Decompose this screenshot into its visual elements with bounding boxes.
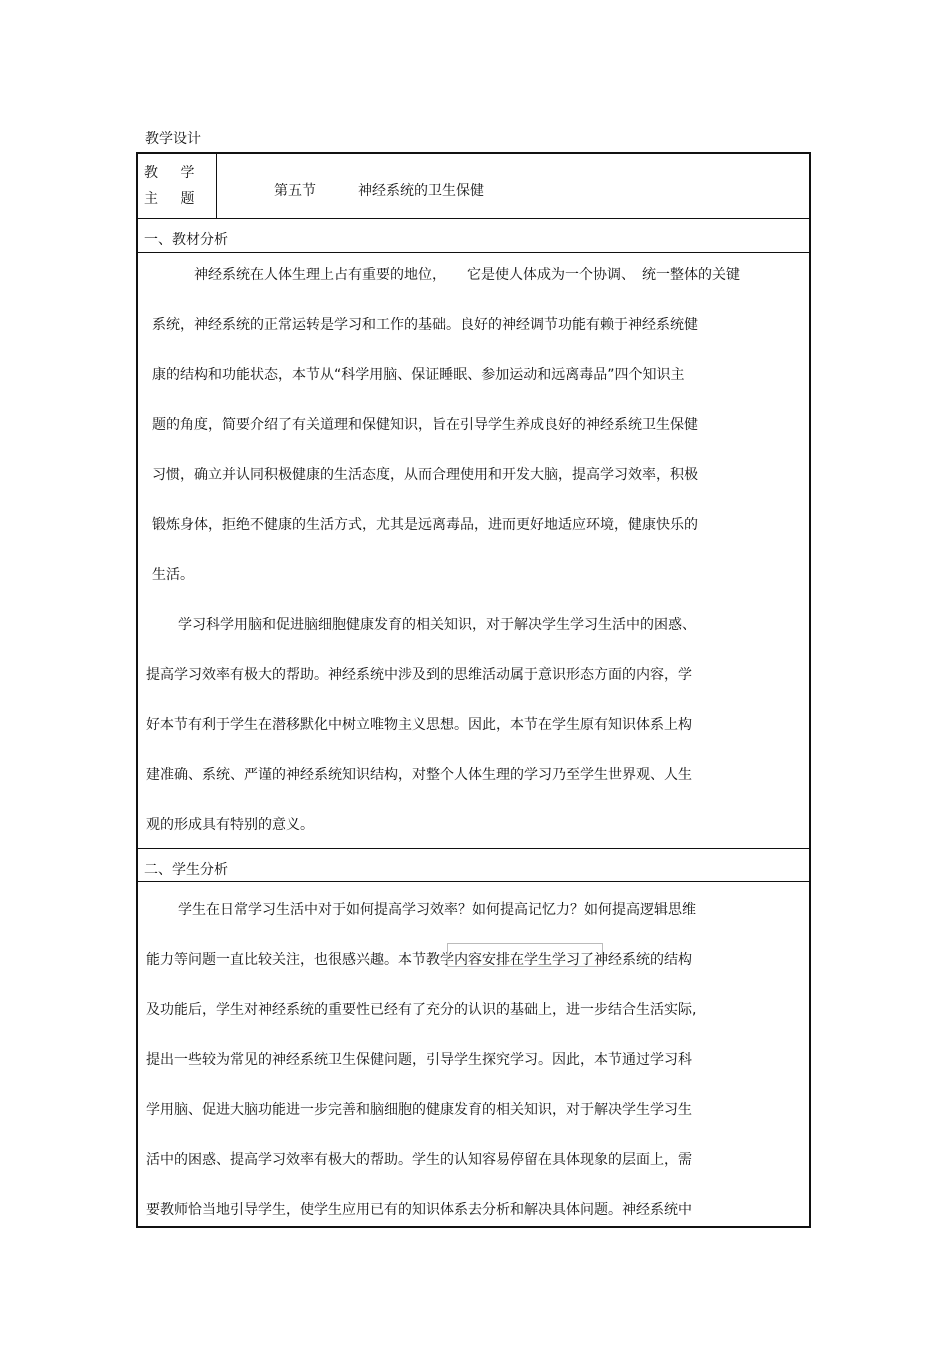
text-line: 康的结构和功能状态，本节从“科学用脑、保证睡眠、参加运动和远离毒品”四个知识主: [152, 367, 685, 383]
text-line: 系统，神经系统的正常运转是学习和工作的基础。良好的神经调节功能有赖于神经系统健: [152, 317, 698, 333]
row-divider: [138, 848, 809, 849]
text-line: 好本节有利于学生在潜移默化中树立唯物主义思想。因此，本节在学生原有知识体系上构: [146, 717, 692, 733]
text-line: 观的形成具有特别的意义。: [146, 817, 314, 833]
column-divider: [216, 154, 217, 218]
row-divider: [138, 252, 809, 253]
text-line: 学用脑、促进大脑功能进一步完善和脑细胞的健康发育的相关知识，对于解决学生学习生: [146, 1102, 692, 1118]
row-divider: [138, 218, 809, 219]
topic-value: [274, 180, 484, 200]
section-heading-student-analysis: 二、学生分析: [144, 862, 228, 878]
text-selection-box: [447, 943, 603, 967]
section-number: 第五节: [274, 183, 316, 199]
text-line: 建准确、系统、严谨的神经系统知识结构，对整个人体生理的学习乃至学生世界观、人生: [146, 767, 692, 783]
lesson-plan-table: [136, 152, 811, 1228]
text-line: 提出一些较为常见的神经系统卫生保健问题，引导学生探究学习。因此，本节通过学习科: [146, 1052, 692, 1068]
text-line: 学习科学用脑和促进脑细胞健康发育的相关知识，对于解决学生学习生活中的困惑、: [178, 617, 696, 633]
text-line: 锻炼身体，拒绝不健康的生活方式，尤其是远离毒品，进而更好地适应环境，健康快乐的: [152, 517, 698, 533]
document-title: 教学设计: [145, 131, 201, 147]
topic-label: 教 学 主 题: [144, 165, 204, 207]
text-line: 神经系统在人体生理上占有重要的地位， 它是使人体成为一个协调、 统一整体的关键: [194, 267, 740, 283]
text-line: 能力等问题一直比较关注，也很感兴趣。本节教学内容安排在学生学习了神经系统的结构: [146, 952, 692, 968]
text-line: 及功能后，学生对神经系统的重要性已经有了充分的认识的基础上，进一步结合生活实际,: [146, 1002, 697, 1018]
text-line: 提高学习效率有极大的帮助。神经系统中涉及到的思维活动属于意识形态方面的内容，学: [146, 667, 692, 683]
text-line: 题的角度，简要介绍了有关道理和保健知识，旨在引导学生养成良好的神经系统卫生保健: [152, 417, 698, 433]
text-line: 学生在日常学习生活中对于如何提高学习效率？如何提高记忆力？如何提高逻辑思维: [178, 902, 696, 918]
text-line: 习惯，确立并认同积极健康的生活态度，从而合理使用和开发大脑，提高学习效率，积极: [152, 467, 698, 483]
row-divider: [138, 881, 809, 882]
text-line: 要教师恰当地引导学生，使学生应用已有的知识体系去分析和解决具体问题。神经系统中: [146, 1202, 692, 1218]
section-heading-textbook-analysis: 一、教材分析: [144, 232, 228, 248]
text-line: 生活。: [152, 567, 194, 583]
topic-title: 神经系统的卫生保健: [358, 183, 484, 199]
text-line: 活中的困惑、提高学习效率有极大的帮助。学生的认知容易停留在具体现象的层面上，需: [146, 1152, 692, 1168]
